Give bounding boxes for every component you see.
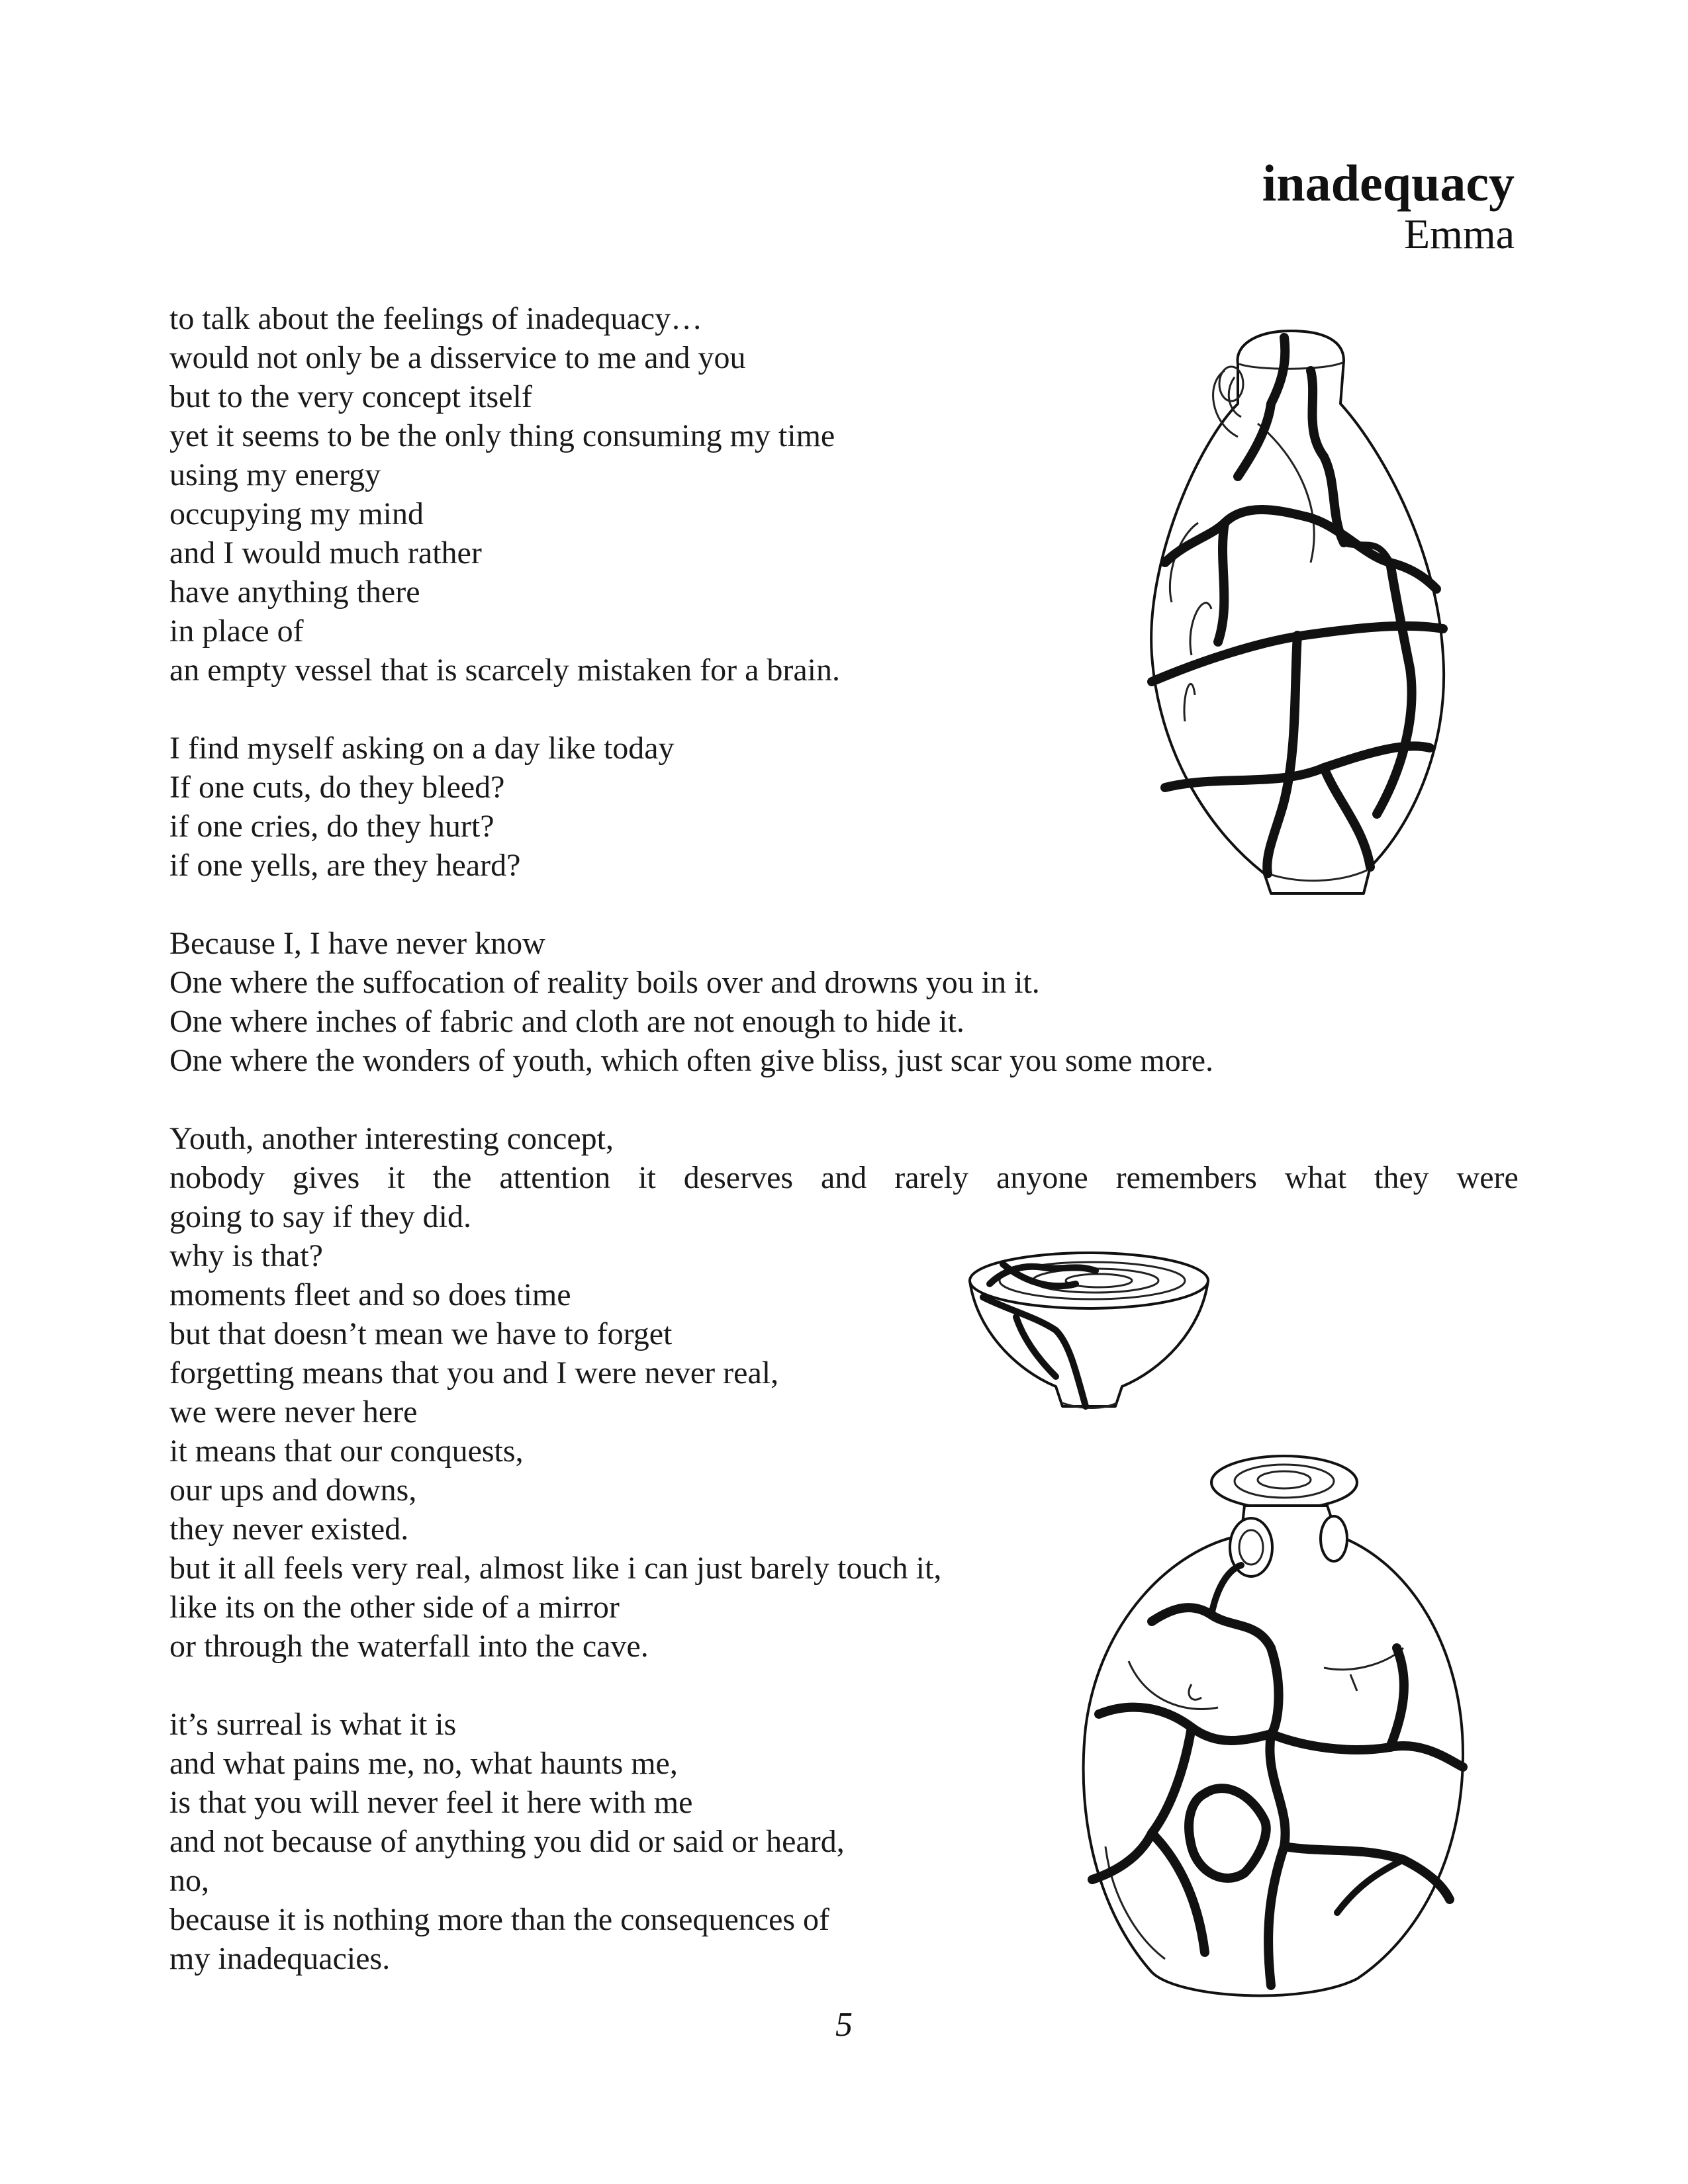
word: what (1284, 1160, 1347, 1195)
poem-line: my inadequacies. (169, 1941, 391, 1976)
word: rarely (894, 1160, 969, 1195)
poem-line: they never existed. (169, 1512, 409, 1547)
poem-line: it means that our conquests, (169, 1433, 524, 1469)
poem-line: our ups and downs, (169, 1473, 417, 1508)
word: deserves (683, 1160, 794, 1195)
poem-line: occupying my mind (169, 496, 424, 531)
poem-line: I find myself asking on a day like today (169, 731, 675, 766)
poem-line: why is that? (169, 1238, 323, 1273)
poem-line: is that you will never feel it here with me (169, 1785, 693, 1820)
word: and (820, 1160, 867, 1195)
poem-line: One where inches of fabric and cloth are not enough to hide it. (169, 1004, 964, 1039)
poem-line: moments fleet and so does time (169, 1277, 571, 1312)
word: the (432, 1160, 472, 1195)
word: it (638, 1160, 656, 1195)
poem-title: inadequacy (1262, 154, 1515, 212)
word: gives (292, 1160, 360, 1195)
poem-line: it’s surreal is what it is (169, 1707, 457, 1742)
kintsugi-jar-illustration (1072, 1449, 1470, 2012)
poem-line: and not because of anything you did or said or heard, (169, 1824, 845, 1859)
poem-line: because it is nothing more than the consequences of (169, 1902, 830, 1937)
poem-line: in place of (169, 614, 304, 649)
poem-line: would not only be a disservice to me and you (169, 340, 746, 375)
poem-line: if one cries, do they hurt? (169, 809, 494, 844)
word: it (387, 1160, 405, 1195)
kintsugi-vase-illustration (1125, 324, 1456, 920)
word: they (1374, 1160, 1429, 1195)
poem-line: and what pains me, no, what haunts me, (169, 1746, 678, 1781)
word: were (1456, 1160, 1519, 1195)
poem-line: using my energy (169, 457, 381, 492)
poem-line: or through the waterfall into the cave. (169, 1629, 649, 1664)
poem-line: and I would much rather (169, 535, 482, 570)
poem-line: yet it seems to be the only thing consuming my time (169, 418, 835, 453)
poem-line: One where the suffocation of reality boils over and drowns you in it. (169, 965, 1040, 1000)
poem-line: but that doesn’t mean we have to forget (169, 1316, 673, 1351)
poem-line: to talk about the feelings of inadequacy… (169, 301, 703, 336)
poem-line: no, (169, 1863, 209, 1898)
kintsugi-bowl-illustration (963, 1244, 1215, 1416)
poem-line: like its on the other side of a mirror (169, 1590, 620, 1625)
poem-line: have anything there (169, 574, 420, 610)
poem-line: but it all feels very real, almost like i can just barely touch it, (169, 1551, 942, 1586)
poem-line: going to say if they did. (169, 1199, 471, 1234)
word: remembers (1115, 1160, 1257, 1195)
word: anyone (996, 1160, 1088, 1195)
poem-author: Emma (1403, 210, 1515, 257)
page-number: 5 (835, 2006, 853, 2044)
poem-line: Because I, I have never know (169, 926, 545, 961)
poem-line: an empty vessel that is scarcely mistaken for a brain. (169, 653, 840, 688)
poem-line: One where the wonders of youth, which often give bliss, just scar you some more. (169, 1043, 1213, 1078)
justified-line (169, 1162, 1519, 1194)
word: attention (499, 1160, 611, 1195)
poem-line: if one yells, are they heard? (169, 848, 521, 883)
poem-line: Youth, another interesting concept, (169, 1121, 614, 1156)
word: nobody (169, 1160, 265, 1195)
poem-line: forgetting means that you and I were never real, (169, 1355, 779, 1390)
poem-line: but to the very concept itself (169, 379, 532, 414)
poem-line: If one cuts, do they bleed? (169, 770, 505, 805)
poem-line: we were never here (169, 1394, 418, 1430)
